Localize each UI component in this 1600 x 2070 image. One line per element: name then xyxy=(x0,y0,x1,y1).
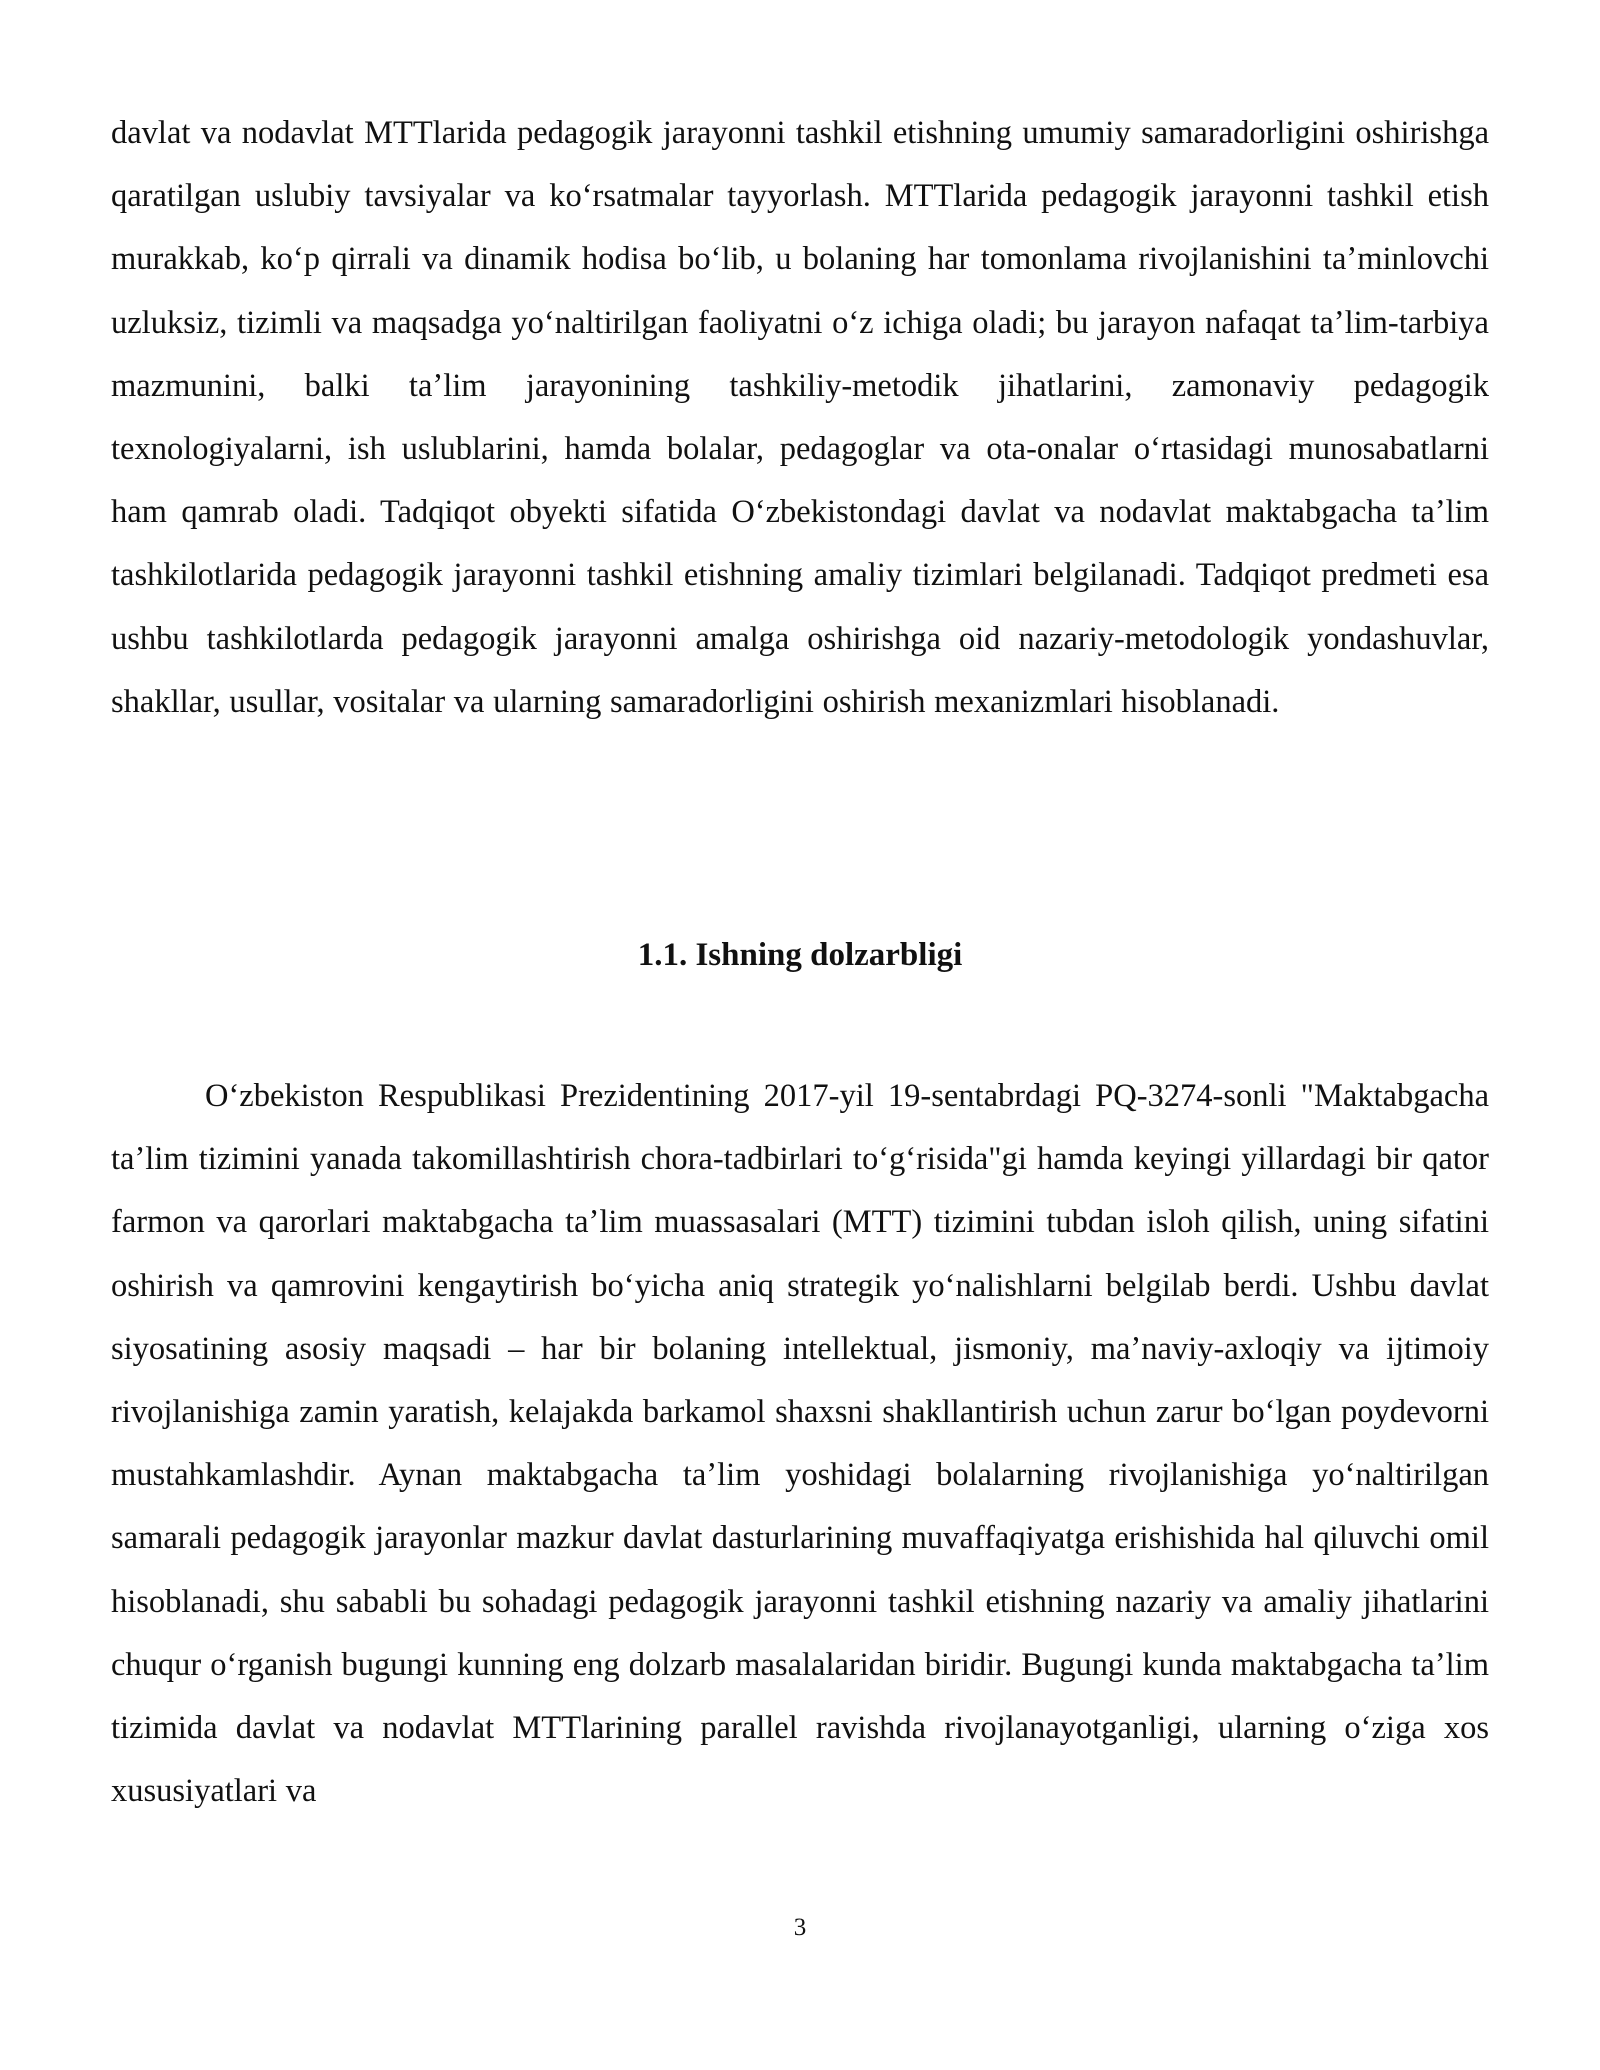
page-number: 3 xyxy=(793,1914,807,1941)
intro-paragraph: davlat va nodavlat MTTlarida pedagogik jarayonni tashkil etishning umumiy samaradorligini oshirishga qaratilgan uslubiy tavsiyalar va koʻrsatmalar tayyorlash. MTTlarida pedagogik jarayonni tashkil etish murakkab, koʻp qirrali va dinamik hodisa boʻlib, u bolaning har tomonlama rivojlanishini taʼminlovchi uzluksiz, tizimli va maqsadga yoʻnaltirilgan faoliyatni oʻz ichiga oladi; bu jarayon nafaqat taʼlim-tarbiya mazmunini, balki taʼlim jarayonining tashkiliy-metodik jihatlarini, zamonaviy pedagogik texnologiyalarni, ish uslublarini, hamda bolalar, pedagoglar va ota-onalar oʻrtasidagi munosabatlarni ham qamrab oladi. Tadqiqot obyekti sifatida Oʻzbekistondagi davlat va nodavlat maktabgacha taʼlim tashkilotlarida pedagogik jarayonni tashkil etishning amaliy tizimlari belgilanadi. Tadqiqot predmeti esa ushbu tashkilotlarda pedagogik jarayonni amalga oshirishga oid nazariy-metodologik yondashuvlar, shakllar, usullar, vositalar va ularning samaradorligini oshirish mexanizmlari hisoblanadi. xyxy=(111,115,1489,720)
section-heading: 1.1. Ishning dolzarbligi xyxy=(637,937,963,973)
section-paragraph: Oʻzbekiston Respublikasi Prezidentining 2017-yil 19-sentabrdagi PQ-3274-sonli "Maktabgacha taʼlim tizimini yanada takomillashtirish chora-tadbirlari toʻgʻrisida"gi hamda keyingi yillardagi bir qator farmon va qarorlari maktabgacha taʼlim muassasalari (MTT) tizimini tubdan isloh qilish, uning sifatini oshirish va qamrovini kengaytirish boʻyicha aniq strategik yoʻnalishlarni belgilab berdi. Ushbu davlat siyosatining asosiy maqsadi – har bir bolaning intellektual, jismoniy, maʼnaviy-axloqiy va ijtimoiy rivojlanishiga zamin yaratish, kelajakda barkamol shaxsni shakllantirish uchun zarur boʻlgan poydevorni mustahkamlashdir. Aynan maktabgacha taʼlim yoshidagi bolalarning rivojlanishiga yoʻnaltirilgan samarali pedagogik jarayonlar mazkur davlat dasturlarining muvaffaqiyatga erishishida hal qiluvchi omil hisoblanadi, shu sababli bu sohadagi pedagogik jarayonni tashkil etishning nazariy va amaliy jihatlarini chuqur oʻrganish bugungi kunning eng dolzarb masalalaridan biridir. Bugungi kunda maktabgacha taʼlim tizimida davlat va nodavlat MTTlarining parallel ravishda rivojlanayotganligi, ularning oʻziga xos xususiyatlari va xyxy=(111,1078,1489,1810)
